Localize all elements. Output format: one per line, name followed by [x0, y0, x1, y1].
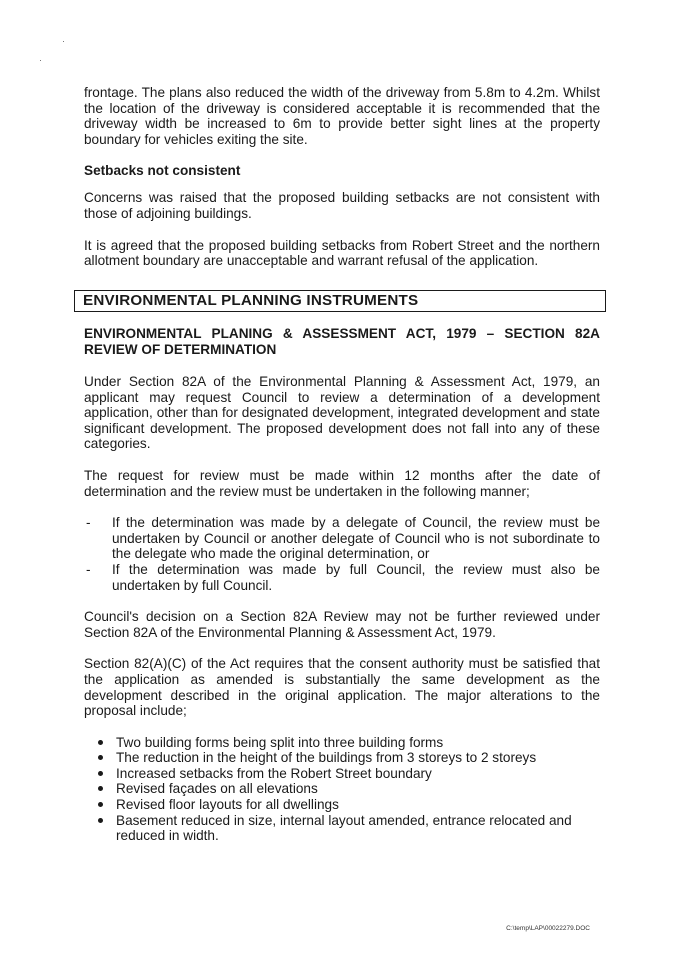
list-item: Two building forms being split into three building forms: [84, 735, 600, 751]
setbacks-paragraph-1: Concerns was raised that the proposed building setbacks are not consistent with those of adjoining buildings.: [84, 190, 600, 221]
act-content: [84, 326, 600, 844]
list-item: Revised façades on all elevations: [84, 781, 600, 797]
footer-file-path: C:\temp\LAP\00022279.DOC: [506, 925, 590, 932]
list-item: The reduction in the height of the buildings from 3 storeys to 2 storeys: [84, 750, 600, 766]
driveway-paragraph: frontage. The plans also reduced the width of the driveway from 5.8m to 4.2m. Whilst the location of the driveway is considered acceptable it is recommended that the driveway width be increased to 6m to provide better sight lines at the property boundary for vehicles exiting the site.: [84, 85, 600, 147]
act-paragraph-2: The request for review must be made within 12 months after the date of determination and the review must be undertaken in the following manner;: [84, 467, 600, 499]
act-paragraph-4: Section 82(A)(C) of the Act requires that the consent authority must be satisfied that the application as amended is substantially the same development as the development described in the original application. The major alterations to the proposal include;: [84, 656, 600, 719]
setbacks-heading: Setbacks not consistent: [84, 163, 241, 179]
list-item: - If the determination was made by full Council, the review must also be undertaken by full Council.: [86, 561, 600, 593]
top-content: [84, 85, 600, 269]
act-heading: ENVIRONMENTAL PLANING & ASSESSMENT ACT, 1979 – SECTION 82A REVIEW OF DETERMINATION: [84, 326, 600, 357]
scan-speck: [63, 41, 64, 42]
scan-speck: [40, 60, 41, 61]
list-item: Revised floor layouts for all dwellings: [84, 797, 600, 813]
act-paragraph-3: Council's decision on a Section 82A Review may not be further reviewed under Section 82A of the Environmental Planning & Assessment Act, 1979.: [84, 609, 600, 640]
review-manner-list: [84, 515, 600, 593]
setbacks-paragraph-2: It is agreed that the proposed building setbacks from Robert Street and the northern allotment boundary are unacceptable and warrant refusal of the application.: [84, 237, 600, 269]
list-item: - If the determination was made by a delegate of Council, the review must be undertaken by Council or another delegate of Council who is not subordinate to the delegate who made the original determination, or: [86, 515, 600, 562]
section-heading-box: [74, 290, 606, 312]
act-paragraph-1: Under Section 82A of the Environmental Planning & Assessment Act, 1979, an applicant may request Council to review a determination of a development application, other than for designated development, integrated development and state significant development. The proposed development does not fall into any of these categories.: [84, 374, 600, 452]
list-item: Basement reduced in size, internal layout amended, entrance relocated and reduced in width.: [84, 813, 600, 844]
alterations-list: [84, 735, 600, 844]
section-title: ENVIRONMENTAL PLANNING INSTRUMENTS: [83, 292, 419, 309]
list-item: Increased setbacks from the Robert Street boundary: [84, 766, 600, 782]
